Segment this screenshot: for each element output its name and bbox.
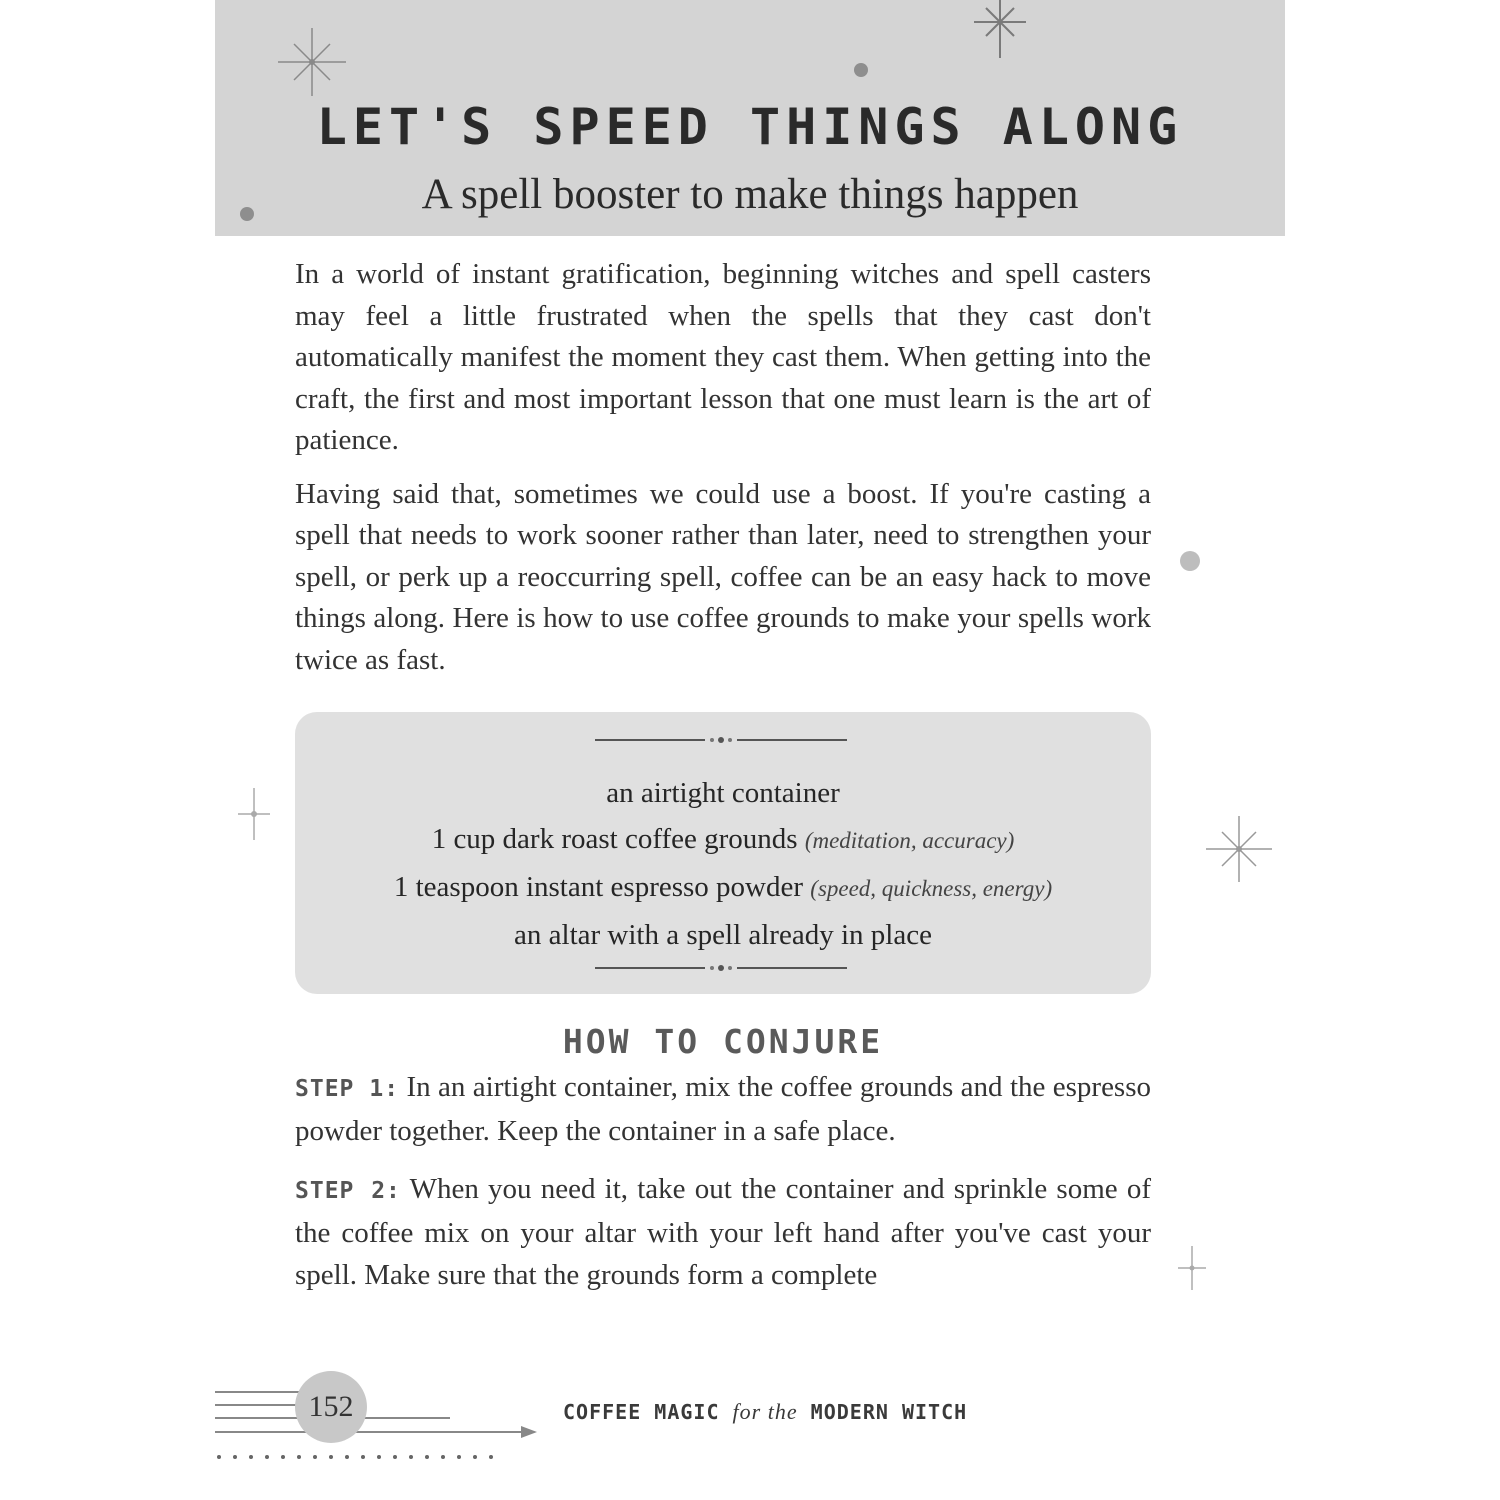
book-page <box>215 0 1285 1500</box>
ornament-divider-icon <box>593 962 849 974</box>
ingredient-text: 1 cup dark roast coffee grounds <box>431 823 798 855</box>
ingredient-text: an airtight container <box>606 777 840 809</box>
intro-paragraph: In a world of instant gratification, beginning witches and spell casters may feel a little frustrated when the spells that they cast don't automatically manifest the moment they cast them. When getting into the craft, the first and most important lesson that one must learn is the art of patience. <box>295 258 1151 456</box>
sparkle-icon <box>276 26 348 98</box>
steps-list <box>295 1066 1151 1312</box>
page-number-text: 152 <box>308 1390 354 1423</box>
dot-decoration <box>1180 551 1200 571</box>
step-item <box>295 1066 1151 1152</box>
sparkle-icon <box>234 786 274 842</box>
running-head-italic: for the <box>732 1399 798 1424</box>
header-band <box>215 0 1285 236</box>
ingredient-note: (speed, quickness, energy) <box>810 876 1053 901</box>
step-label: STEP 2: <box>295 1178 401 1204</box>
ingredient-item <box>295 912 1151 958</box>
running-head-part2: MODERN WITCH <box>810 1400 968 1424</box>
page-number <box>295 1371 367 1443</box>
footer-arrow-decoration <box>215 1380 555 1470</box>
ingredient-text: 1 teaspoon instant espresso powder <box>393 871 804 903</box>
step-item <box>295 1168 1151 1296</box>
intro-paragraph: Having said that, sometimes we could use a boost. If you're casting a spell that needs to work sooner rather than later, need to strengthen your spell, or perk up a reoccurring spell, coffee can be an easy hack to move things along. Here is how to use coffee grounds to make your spells work twice as fast. <box>295 477 1151 676</box>
dot-decoration <box>240 207 254 221</box>
ingredient-list <box>295 770 1151 958</box>
sparkle-icon <box>1204 814 1274 884</box>
ingredient-item <box>295 770 1151 816</box>
ingredient-item <box>295 816 1151 864</box>
sparkle-icon <box>970 0 1030 60</box>
page-title: LET'S SPEED THINGS ALONG <box>316 98 1184 156</box>
dot-decoration <box>854 63 868 77</box>
running-head-part1: COFFEE MAGIC <box>563 1400 720 1424</box>
ornament-divider-icon <box>593 734 849 746</box>
step-label: STEP 1: <box>295 1076 400 1102</box>
ingredient-item <box>295 864 1151 912</box>
running-head <box>563 1399 967 1425</box>
how-to-heading: HOW TO CONJURE <box>562 1022 884 1061</box>
ingredient-text: an altar with a spell already in place <box>514 919 932 951</box>
page-subtitle: A spell booster to make things happen <box>421 171 1079 218</box>
sparkle-icon <box>1174 1244 1210 1292</box>
step-text: In an airtight container, mix the coffee grounds and the espresso powder together. Keep the container in a safe place. <box>295 1071 1152 1147</box>
step-text: When you need it, take out the container and sprinkle some of the coffee mix on your altar with your left hand after you've cast your spell. Make sure that the grounds form a complete <box>295 1173 1151 1291</box>
ingredient-note: (meditation, accuracy) <box>804 828 1015 853</box>
ingredients-box <box>295 712 1151 994</box>
intro-text <box>295 254 1151 693</box>
